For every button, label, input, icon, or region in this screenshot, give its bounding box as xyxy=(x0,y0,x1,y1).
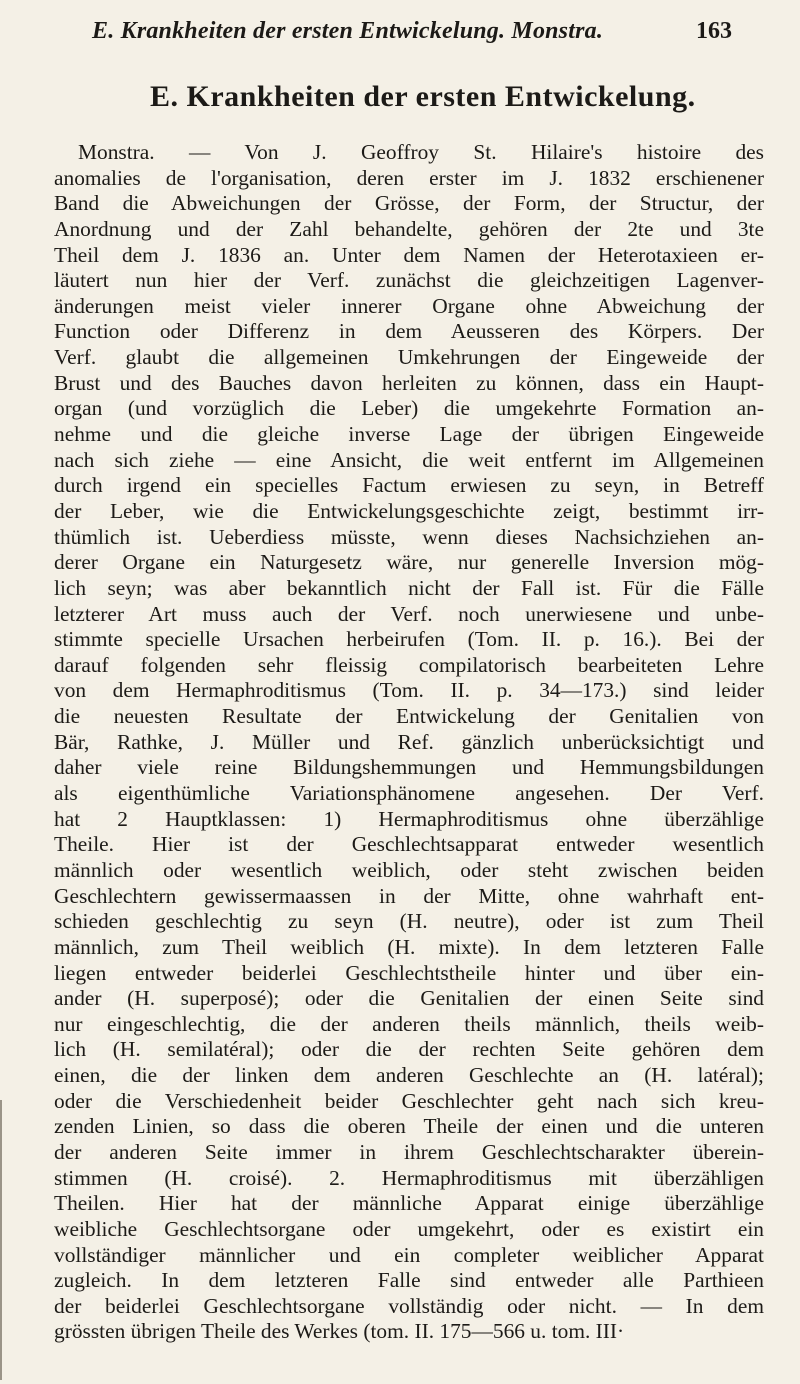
body-line: grössten übrigen Theile des Werkes (tom. II. 175—566 u. tom. III· xyxy=(54,1319,625,1344)
body-line: durch irgend ein specielles Factum erwiesen zu seyn, in Betreff xyxy=(54,473,764,498)
body-line: lich (H. semilatéral); oder die der rechten Seite gehören dem xyxy=(54,1037,764,1062)
body-line: ander (H. superposé); oder die Genitalien der einen Seite sind xyxy=(54,986,764,1011)
body-line: lich seyn; was aber bekanntlich nicht der Fall ist. Für die Fälle xyxy=(54,575,764,600)
body-line: männlich oder wesentlich weiblich, oder steht zwischen beiden xyxy=(54,857,764,882)
running-title: E. Krankheiten der ersten Entwickelung. Monstra. xyxy=(92,18,604,44)
body-line: daher viele reine Bildungshemmungen und Hemmungsbildungen xyxy=(54,755,764,780)
body-line: vollständiger männlicher und ein completer weiblicher Apparat xyxy=(54,1242,764,1267)
body-line: stimmte specielle Ursachen herbeirufen (Tom. II. p. 16.). Bei der xyxy=(54,627,764,652)
body-line: darauf folgenden sehr fleissig compilatorisch bearbeiteten Lehre xyxy=(54,652,764,677)
body-line: liegen entweder beiderlei Geschlechtstheile hinter und über ein- xyxy=(54,960,764,985)
body-line: zenden Linien, so dass die oberen Theile der einen und die unteren xyxy=(54,1114,764,1139)
body-line: weibliche Geschlechtsorgane oder umgekehrt, oder es existirt ein xyxy=(54,1216,764,1241)
running-header xyxy=(92,18,732,58)
body-line: einen, die der linken dem anderen Geschlechte an (H. latéral); xyxy=(54,1063,764,1088)
body-line: nach sich ziehe — eine Ansicht, die weit entfernt im Allgemeinen xyxy=(54,447,764,472)
body-line: Monstra. — Von J. Geoffroy St. Hilaire's histoire des xyxy=(78,140,764,164)
body-line: von dem Hermaphroditismus (Tom. II. p. 34—173.) sind leider xyxy=(54,678,764,703)
body-line: Theil dem J. 1836 an. Unter dem Namen der Heterotaxieen er- xyxy=(54,242,764,267)
body-line: oder die Verschiedenheit beider Geschlechter geht nach sich kreu- xyxy=(54,1088,764,1113)
page-edge-shadow xyxy=(0,1100,2,1380)
body-line: Bär, Rathke, J. Müller und Ref. gänzlich unberücksichtigt und xyxy=(54,729,764,754)
body-line: Verf. glaubt die allgemeinen Umkehrungen der Eingeweide der xyxy=(54,345,764,370)
body-line: männlich, zum Theil weiblich (H. mixte). In dem letzteren Falle xyxy=(54,934,764,959)
body-line: organ (und vorzüglich die Leber) die umgekehrte Formation an- xyxy=(54,396,764,421)
body-line: die neuesten Resultate der Entwickelung der Genitalien von xyxy=(54,704,764,729)
body-line: nur eingeschlechtig, die der anderen theils männlich, theils weib- xyxy=(54,1011,764,1036)
body-line: Brust und des Bauches davon herleiten zu können, dass ein Haupt- xyxy=(54,370,764,395)
body-line: schieden geschlechtig zu seyn (H. neutre), oder ist zum Theil xyxy=(54,909,764,934)
body-line: der beiderlei Geschlechtsorgane vollständig oder nicht. — In dem xyxy=(54,1293,764,1318)
body-line: Theile. Hier ist der Geschlechtsapparat entweder wesentlich xyxy=(54,832,764,857)
body-text xyxy=(54,140,764,1345)
body-line: als eigenthümliche Variationsphänomene angesehen. Der Verf. xyxy=(54,781,764,806)
body-line: stimmen (H. croisé). 2. Hermaphroditismus mit überzähligen xyxy=(54,1165,764,1190)
body-line: Function oder Differenz in dem Aeusseren des Körpers. Der xyxy=(54,319,764,344)
body-line: änderungen meist vieler innerer Organe ohne Abweichung der xyxy=(54,293,764,318)
chapter-heading: E. Krankheiten der ersten Entwickelung. xyxy=(150,80,696,113)
body-line: Theilen. Hier hat der männliche Apparat einige überzählige xyxy=(54,1191,764,1216)
body-line: derer Organe ein Naturgesetz wäre, nur generelle Inversion mög- xyxy=(54,550,764,575)
body-line: nehme und die gleiche inverse Lage der übrigen Eingeweide xyxy=(54,422,764,447)
body-line: läutert nun hier der Verf. zunächst die gleichzeitigen Lagenver- xyxy=(54,268,764,293)
body-line: letzterer Art muss auch der Verf. noch unerwiesene und unbe- xyxy=(54,601,764,626)
body-line: Geschlechtern gewissermaassen in der Mitte, ohne wahrhaft ent- xyxy=(54,883,764,908)
body-line: anomalies de l'organisation, deren erster im J. 1832 erschienener xyxy=(54,165,764,190)
body-line: zugleich. In dem letzteren Falle sind entweder alle Parthieen xyxy=(54,1268,764,1293)
page-number: 163 xyxy=(696,18,732,44)
body-line: hat 2 Hauptklassen: 1) Hermaphroditismus ohne überzählige xyxy=(54,806,764,831)
body-line: Anordnung und der Zahl behandelte, gehören der 2te und 3te xyxy=(54,216,764,241)
body-line: Band die Abweichungen der Grösse, der Form, der Structur, der xyxy=(54,191,764,216)
body-line: thümlich ist. Ueberdiess müsste, wenn dieses Nachsichziehen an- xyxy=(54,524,764,549)
body-line: der anderen Seite immer in ihrem Geschlechtscharakter überein- xyxy=(54,1139,764,1164)
body-line: der Leber, wie die Entwickelungsgeschichte zeigt, bestimmt irr- xyxy=(54,498,764,523)
